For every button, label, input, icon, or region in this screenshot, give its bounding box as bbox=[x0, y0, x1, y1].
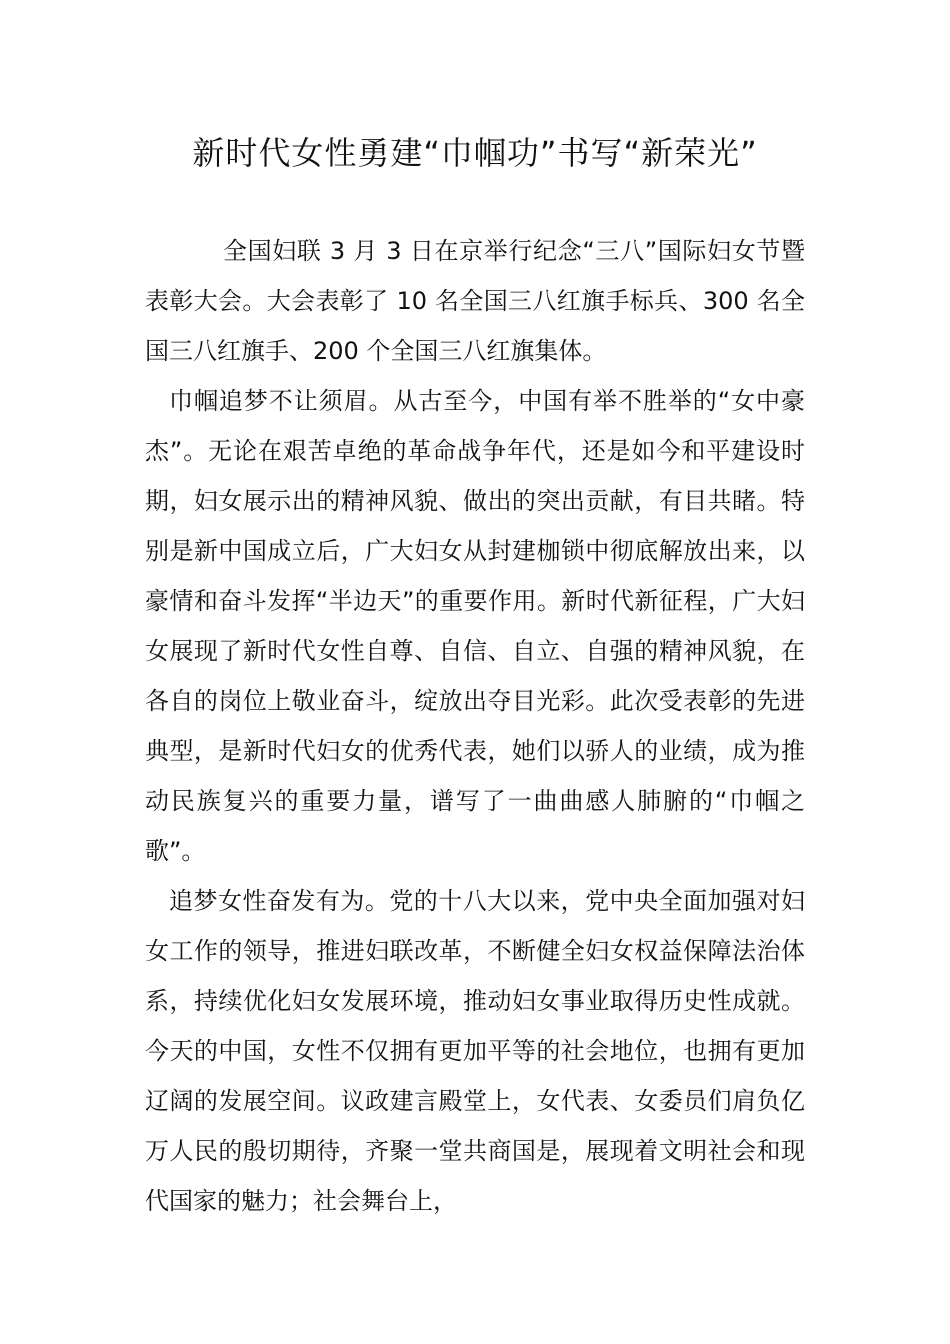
paragraph-heroines: 巾帼追梦不让须眉。从古至今，中国有举不胜举的“女中豪杰”。无论在艰苦卓绝的革命战争年代，还是如今和平建设时期，妇女展示出的精神风貌、做出的突出贡献，有目共睹。特别是新中国成立后，广大妇女从封建枷锁中彻底解放出来，以豪情和奋斗发挥“半边天”的重要作用。新时代新征程，广大妇女展现了新时代女性自尊、自信、自立、自强的精神风貌，在各自的岗位上敬业奋斗，绽放出夺目光彩。此次受表彰的先进典型，是新时代妇女的优秀代表，她们以骄人的业绩，成为推动民族复兴的重要力量，谱写了一曲曲感人肺腑的“巾帼之歌”。 bbox=[145, 387, 805, 865]
article-body bbox=[145, 226, 805, 1226]
article-title: 新时代女性勇建“巾帼功”书写“新荣光” bbox=[192, 134, 758, 172]
paragraph-intro: 全国妇联 3 月 3 日在京举行纪念“三八”国际妇女节暨表彰大会。大会表彰了 10 名全国三八红旗手标兵、300 名全国三八红旗手、200 个全国三八红旗集体。 bbox=[145, 237, 805, 365]
paragraph-achievements: 追梦女性奋发有为。党的十八大以来，党中央全面加强对妇女工作的领导，推进妇联改革，不断健全妇女权益保障法治体系，持续优化妇女发展环境，推动妇女事业取得历史性成就。今天的中国，女性不仅拥有更加平等的社会地位，也拥有更加辽阔的发展空间。议政建言殿堂上，女代表、女委员们肩负亿万人民的殷切期待，齐聚一堂共商国是，展现着文明社会和现代国家的魅力；社会舞台上， bbox=[145, 887, 805, 1215]
